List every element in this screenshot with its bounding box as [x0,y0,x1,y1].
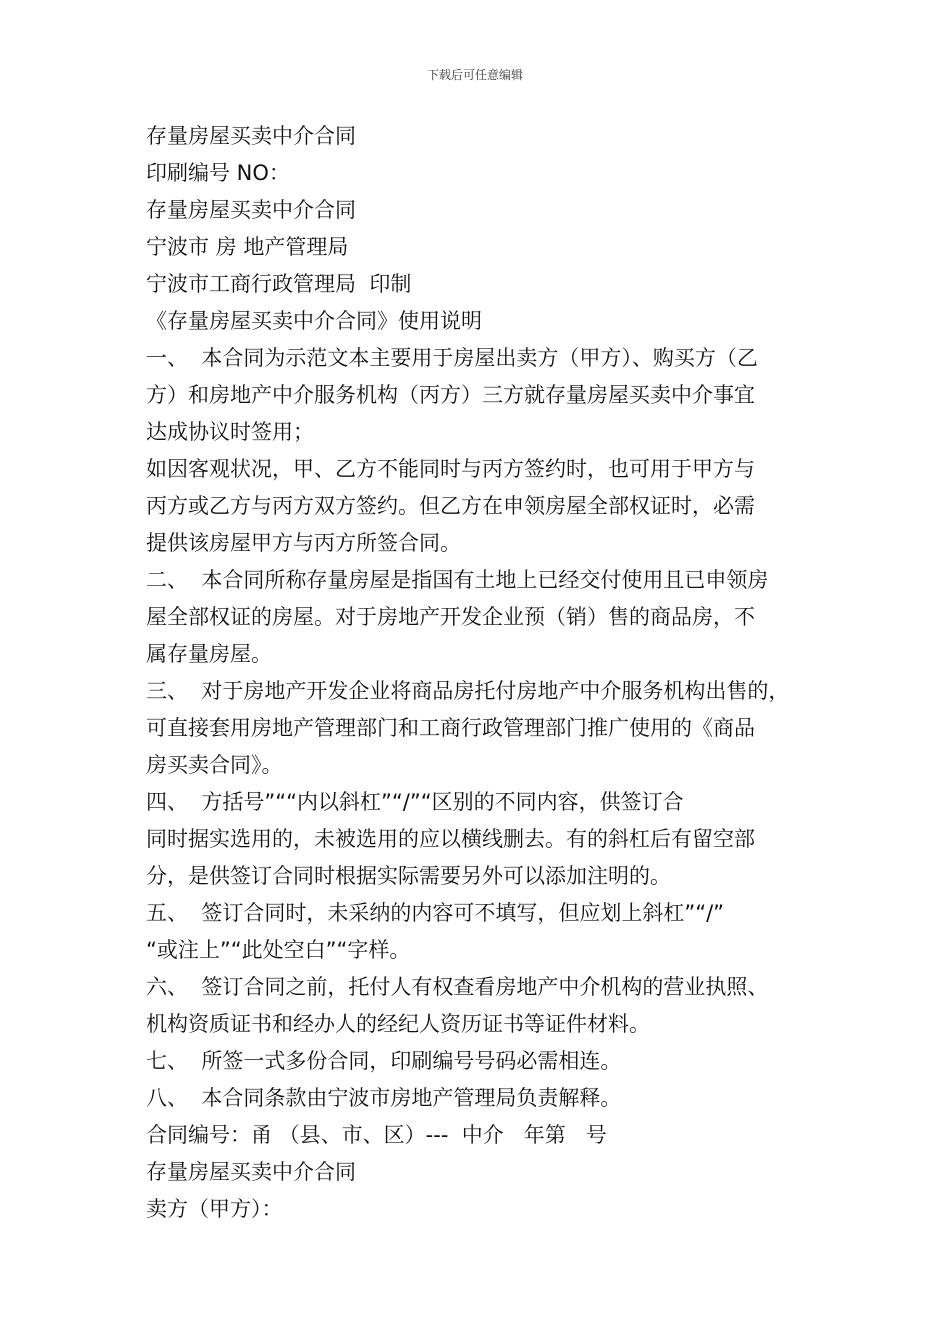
paragraph-line: 如因客观状况，甲、乙方不能同时与丙方签约时，也可用于甲方与 [146,457,755,481]
issuer-housing-bureau: 宁波市 房 地产管理局 [146,235,349,259]
paragraph-line: 可直接套用房地产管理部门和工商行政管理部门推广使用的《商品 [146,716,755,740]
paragraph-line: 八、 本合同条款由宁波市房地产管理局负责解释。 [146,1086,622,1110]
instructions-heading: 《存量房屋买卖中介合同》使用说明 [146,309,482,333]
doc-title: 存量房屋买卖中介合同 [146,124,356,148]
paragraph-line: “或注上”“此处空白”“字样。 [146,938,411,962]
paragraph-line: 丙方或乙方与丙方双方签约。但乙方在申领房屋全部权证时，必需 [146,494,755,518]
seller-party-label: 卖方（甲方）： [146,1197,283,1221]
paragraph-line: 一、 本合同为示范文本主要用于房屋出卖方（甲方）、购买方（乙 [146,346,758,370]
issuer-commerce-bureau: 宁波市工商行政管理局 印制 [146,272,412,296]
contract-number-line: 合同编号：甬 （县、市、区）--- 中介 年第 号 [146,1123,607,1147]
paragraph-line: 二、 本合同所称存量房屋是指国有土地上已经交付使用且已申领房 [146,568,769,592]
paragraph-line: 同时据实选用的，未被选用的应以横线删去。有的斜杠后有留空部 [146,827,755,851]
print-number-label: 印刷编号 NO： [146,161,290,185]
paragraph-line: 方）和房地产中介服务机构（丙方）三方就存量房屋买卖中介事宜 [146,383,755,407]
paragraph-line: 六、 签订合同之前，托付人有权查看房地产中介机构的营业执照、 [146,975,769,999]
paragraph-line: 房买卖合同》。 [146,753,283,777]
paragraph-line: 属存量房屋。 [146,642,272,666]
paragraph-line: 三、 对于房地产开发企业将商品房托付房地产中介服务机构出售的， [146,679,790,703]
contract-title: 存量房屋买卖中介合同 [146,1160,356,1184]
page-header: 下载后可任意编辑 [426,68,523,82]
paragraph-line: 达成协议时签用； [146,420,314,444]
paragraph-line: 机构资质证书和经办人的经纪人资历证书等证件材料。 [146,1012,650,1036]
paragraph-line: 分，是供签订合同时根据实际需要另外可以添加注明的。 [146,864,671,888]
paragraph-line: 五、 签订合同时，未采纳的内容可不填写，但应划上斜杠”“/” [146,901,725,925]
document-body [146,118,826,1228]
paragraph-line: 四、 方括号”““内以斜杠”“/”“区别的不同内容，供签订合 [146,790,684,814]
paragraph-line: 七、 所签一式多份合同，印刷编号号码必需相连。 [146,1049,622,1073]
doc-title-repeat: 存量房屋买卖中介合同 [146,198,356,222]
paragraph-line: 提供该房屋甲方与丙方所签合同。 [146,531,461,555]
paragraph-line: 屋全部权证的房屋。对于房地产开发企业预（销）售的商品房，不 [146,605,755,629]
